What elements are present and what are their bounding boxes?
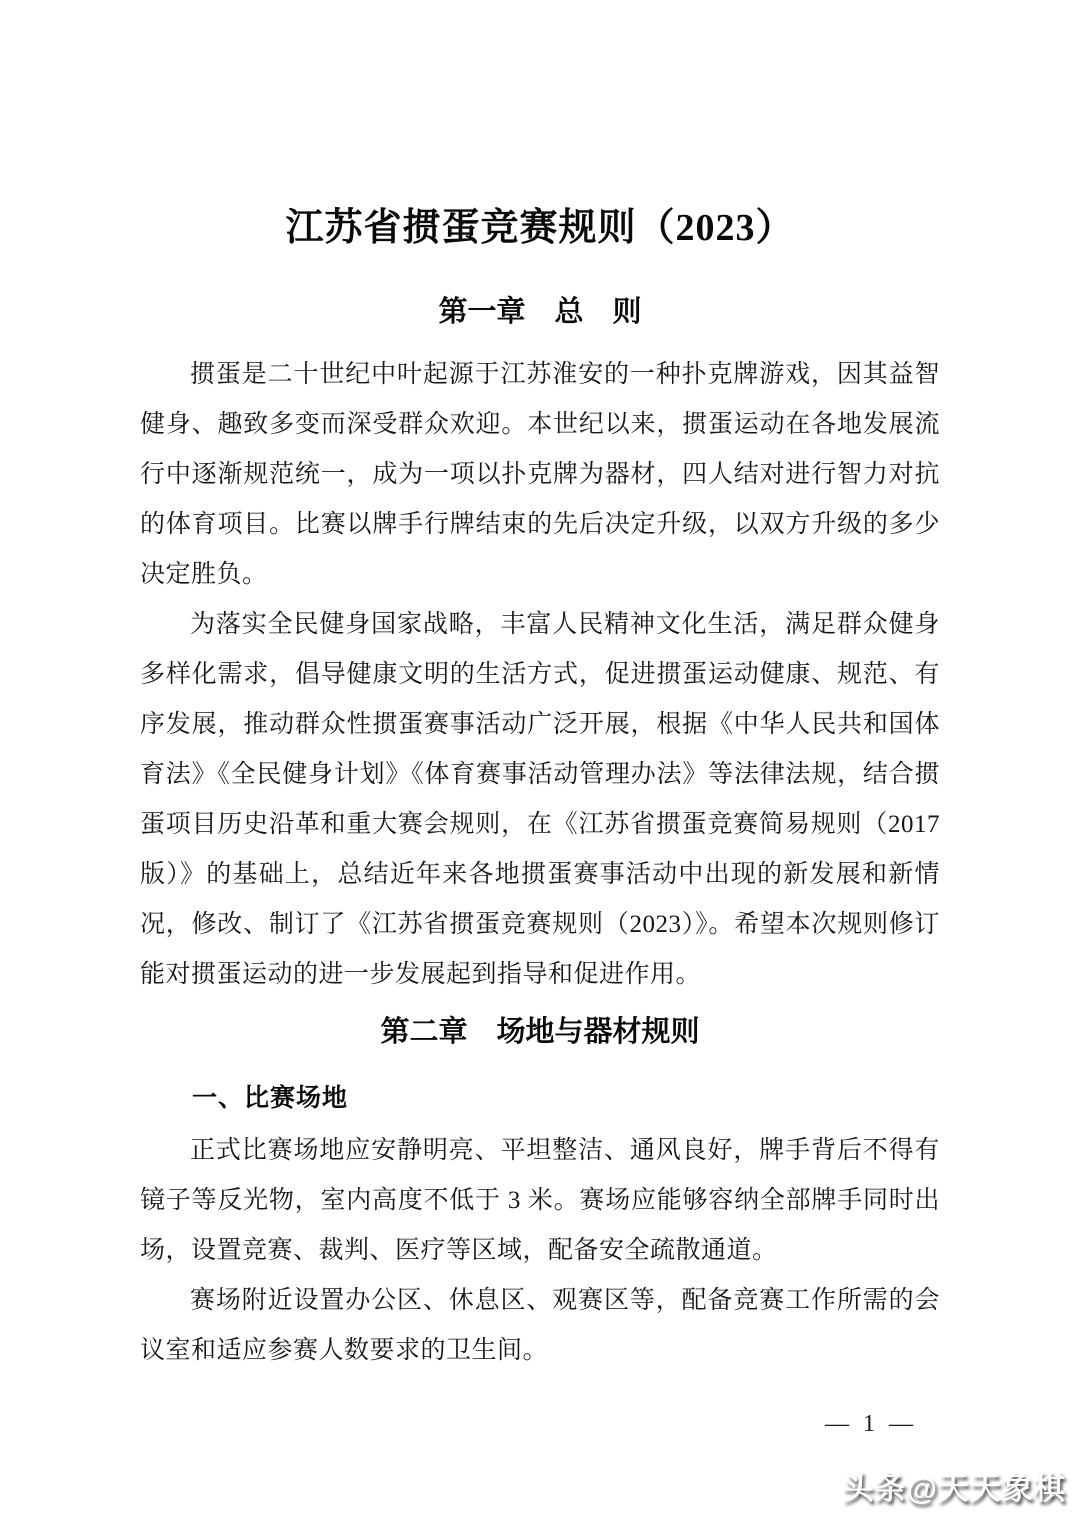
chapter-1-body <box>140 350 940 1000</box>
section-1-paragraph-2: 赛场附近设置办公区、休息区、观赛区等，配备竞赛工作所需的会议室和适应参赛人数要求的卫生间。 <box>140 1287 940 1364</box>
chapter-1-heading: 第一章 总 则 <box>438 296 642 328</box>
chapter-1-paragraph-2: 为落实全民健身国家战略，丰富人民精神文化生活，满足群众健身多样化需求，倡导健康文明的生活方式，促进掼蛋运动健康、规范、有序发展，推动群众性掼蛋赛事活动广泛开展，根据《中华人民共和国体育法》《全民健身计划》《体育赛事活动管理办法》等法律法规，结合掼蛋项目历史沿革和重大赛会规则，在《江苏省掼蛋竞赛简易规则（2017 版）》的基础上，总结近年来各地掼蛋赛事活动中出现的新发展和新情况，修改、制订了《江苏省掼蛋竞赛规则（2023）》。希望本次规则修订能对掼蛋运动的进一步发展起到指导和促进作用。 <box>140 611 940 988</box>
document-title: 江苏省掼蛋竞赛规则（2023） <box>285 207 795 249</box>
page-number: — 1 — <box>825 1411 917 1437</box>
section-1-heading: 一、比赛场地 <box>192 1084 349 1112</box>
chapter-1-paragraph-1: 掼蛋是二十世纪中叶起源于江苏淮安的一种扑克牌游戏，因其益智健身、趣致多变而深受群众欢迎。本世纪以来，掼蛋运动在各地发展流行中逐渐规范统一，成为一项以扑克牌为器材，四人结对进行智力对抗的体育项目。比赛以牌手行牌结束的先后决定升级，以双方升级的多少决定胜负。 <box>140 361 940 588</box>
section-1-paragraph-1: 正式比赛场地应安静明亮、平坦整洁、通风良好，牌手背后不得有镜子等反光物，室内高度不低于 3 米。赛场应能够容纳全部牌手同时出场，设置竞赛、裁判、医疗等区域，配备安全疏散通道。 <box>140 1137 940 1264</box>
watermark-toutiao-tiantianxiangqi: 头条@天天象棋 <box>842 1471 1066 1506</box>
chapter-2-heading: 第二章 场地与器材规则 <box>380 1016 700 1048</box>
section-1-body <box>140 1126 940 1376</box>
